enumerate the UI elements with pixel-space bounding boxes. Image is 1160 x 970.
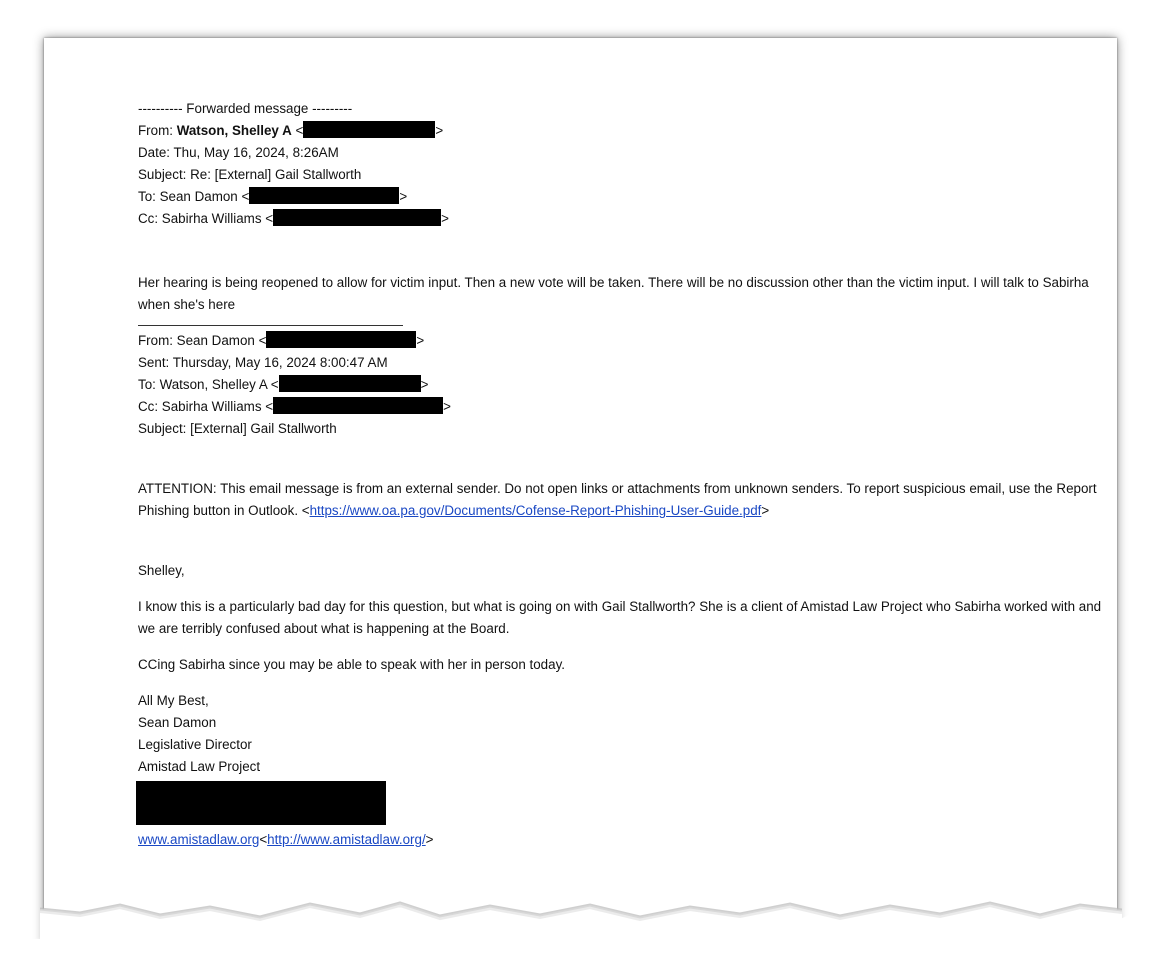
greeting: Shelley,	[138, 563, 185, 578]
fwd-cc-line: Cc: Sabirha Williams < >	[138, 211, 449, 226]
signature-name: Sean Damon	[138, 715, 217, 730]
orig-from-line: From: Sean Damon < >	[138, 333, 425, 348]
message-para-1: I know this is a particularly bad day for this question, but what is going on with Gail Stallworth? She is a client of Amistad Law Project who Sabirha worked with and we are terribly confused about what is happening at the Board.	[138, 599, 1102, 636]
orig-cc-line: Cc: Sabirha Williams < >	[138, 399, 451, 414]
orig-subject-line: Subject: [External] Gail Stallworth	[138, 421, 337, 436]
closing: All My Best,	[138, 693, 209, 708]
redacted-email	[303, 121, 435, 138]
fwd-date-line: Date: Thu, May 16, 2024, 8:26AM	[138, 145, 339, 160]
forwarded-header: ---------- Forwarded message ---------	[138, 101, 353, 116]
fwd-subject-line: Subject: Re: [External] Gail Stallworth	[138, 167, 362, 182]
fwd-to-line: To: Sean Damon < >	[138, 189, 408, 204]
redacted-email	[266, 331, 416, 348]
fwd-from-line: From: Watson, Shelley A < >	[138, 123, 444, 138]
redacted-email	[273, 397, 443, 414]
separator-line	[138, 325, 403, 326]
redacted-contact-block	[136, 781, 386, 825]
redacted-email	[279, 375, 421, 392]
fwd-from-label: From:	[138, 123, 177, 138]
website-link[interactable]: www.amistadlaw.org	[138, 832, 260, 847]
message-para-2: CCing Sabirha since you may be able to speak with her in person today.	[138, 657, 566, 672]
website-url-link[interactable]: http://www.amistadlaw.org/	[267, 832, 426, 847]
reply-body: Her hearing is being reopened to allow for victim input. Then a new vote will be taken. There will be no discussion other than the victim input. I will talk to Sabirha when she's here	[138, 275, 1089, 312]
torn-edge	[40, 895, 1122, 965]
orig-to-line: To: Watson, Shelley A < >	[138, 377, 429, 392]
redacted-email	[273, 209, 441, 226]
website-line: www.amistadlaw.org<http://www.amistadlaw.org/>	[138, 832, 434, 847]
attention-notice: ATTENTION: This email message is from an external sender. Do not open links or attachments from unknown senders. To report suspicious email, use the Report Phishing button in Outlook. <https://www.oa.pa.gov/Documents/Cofense-Report-Phishing-User-Guide.pdf>	[138, 481, 1097, 518]
email-content	[138, 98, 1108, 851]
orig-sent-line: Sent: Thursday, May 16, 2024 8:00:47 AM	[138, 355, 388, 370]
signature-org: Amistad Law Project	[138, 759, 261, 774]
fwd-from-name: Watson, Shelley A	[176, 123, 292, 138]
phishing-guide-link[interactable]: https://www.oa.pa.gov/Documents/Cofense-Report-Phishing-User-Guide.pdf	[309, 503, 762, 518]
signature-title: Legislative Director	[138, 737, 252, 752]
redacted-email	[249, 187, 399, 204]
